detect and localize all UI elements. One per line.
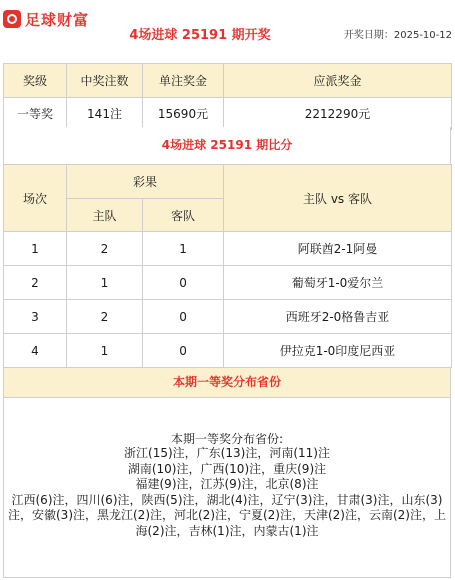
col-unit-prize: 单注奖金	[143, 64, 224, 98]
match-no: 4	[4, 334, 67, 368]
col-home: 主队	[67, 199, 143, 232]
winner-count: 141注	[67, 98, 143, 130]
score-table	[3, 164, 452, 368]
col-prize-level: 奖级	[4, 64, 67, 98]
distribution-title: 本期一等奖分布省份	[3, 368, 451, 398]
logo-text: 足球财富	[25, 10, 90, 29]
away-goals: 0	[143, 300, 224, 334]
col-result: 彩果	[67, 165, 224, 199]
unit-prize: 15690元	[143, 98, 224, 130]
away-goals: 0	[143, 334, 224, 368]
table-row	[4, 232, 452, 266]
distribution-line: 福建(9)注，江苏(9)注，北京(8)注	[135, 477, 319, 491]
matchup: 阿联酋2-1阿曼	[224, 232, 452, 266]
prize-table-header	[4, 64, 452, 98]
table-row	[4, 300, 452, 334]
football-icon	[3, 10, 21, 28]
col-away: 客队	[143, 199, 224, 232]
home-goals: 2	[67, 232, 143, 266]
issue-title: 4场进球 25191 期开奖	[129, 28, 271, 43]
distribution-heading: 本期一等奖分布省份:	[170, 432, 284, 446]
matchup: 伊拉克1-0印度尼西亚	[224, 334, 452, 368]
distribution-line: 注，安徽(3)注，黑龙江(2)注，河北(2)注，宁夏(2)注，天津(2)注，云南(2)注，上	[8, 508, 446, 522]
away-goals: 1	[143, 232, 224, 266]
match-no: 1	[4, 232, 67, 266]
home-goals: 1	[67, 266, 143, 300]
distribution-panel	[3, 397, 451, 578]
score-table-header	[4, 165, 452, 199]
home-goals: 1	[67, 334, 143, 368]
distribution-line: 江西(6)注，四川(6)注，陕西(5)注，湖北(4)注，辽宁(3)注，甘肃(3)注，山东(3)	[11, 492, 443, 507]
table-row	[4, 334, 452, 368]
col-match-no: 场次	[4, 165, 67, 232]
col-matchup: 主队 vs 客队	[224, 165, 452, 232]
matchup: 葡萄牙1-0爱尔兰	[224, 266, 452, 300]
total-prize: 2212290元	[224, 98, 452, 130]
col-total-prize: 应派奖金	[224, 64, 452, 98]
prize-level: 一等奖	[4, 98, 67, 130]
home-goals: 2	[67, 300, 143, 334]
page-header	[0, 0, 455, 64]
match-no: 2	[4, 266, 67, 300]
brand-logo[interactable]	[3, 10, 105, 28]
matchup: 西班牙2-0格鲁吉亚	[224, 300, 452, 334]
col-winner-count: 中奖注数	[67, 64, 143, 98]
table-row	[4, 98, 452, 130]
distribution-line: 浙江(15)注，广东(13)注，河南(11)注	[124, 446, 330, 460]
table-row	[4, 266, 452, 300]
distribution-line: 湖南(10)注，广西(10)注，重庆(9)注	[127, 461, 327, 476]
open-date: 开奖日期：2025-10-12	[343, 30, 452, 41]
away-goals: 0	[143, 266, 224, 300]
match-no: 3	[4, 300, 67, 334]
prize-table	[3, 63, 452, 130]
distribution-line: 海(2)注，吉林(1)注，内蒙古(1)注	[135, 523, 319, 538]
score-section-title: 4场进球 25191 期比分	[3, 127, 451, 165]
distribution-text	[4, 446, 450, 539]
